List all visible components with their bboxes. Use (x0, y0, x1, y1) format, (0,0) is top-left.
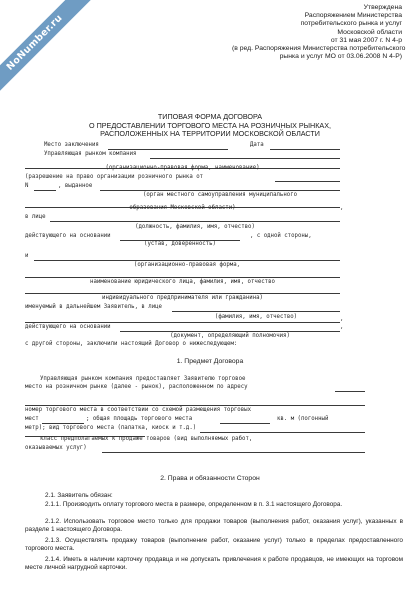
s2-paragraph: 2.1.1. Производить оплату торгового места в размере, определенном в п. 3.1 настоящего Договора. (45, 501, 343, 508)
permit-number-field[interactable] (34, 190, 56, 191)
s2-paragraph: 2.1. Заявитель обязан: (45, 492, 113, 499)
org-legal-form2-hint: (организационно-правовая форма, (133, 262, 241, 268)
s1-line5: метр); вид торгового места (палатка, киоск и т.д.) (25, 425, 197, 431)
document-title (0, 113, 420, 139)
municipal-hint: образования Московской области) (129, 205, 236, 211)
approval-line: Утверждена (363, 4, 402, 11)
s2-paragraph: 2.1.3. Осуществлять продажу товаров (выполнение работ, оказание услуг) только в пределах предоставленного торгового места. (25, 537, 403, 552)
legal-entity-hint: наименование юридического лица, фамилия, имя, отчество (90, 279, 275, 285)
applicant-label: именуемый в дальнейшем Заявитель, в лице (25, 304, 162, 310)
comma: , (340, 324, 344, 330)
s1-line3: номер торгового места в соответствии со схемой размещения торговых (25, 407, 251, 413)
doc-authority-hint: (документ, определяющий полномочия) (170, 333, 290, 339)
entrepreneur-hint: индивидуального предпринимателя или гражданина) (102, 295, 263, 301)
issued-label: , выданное (58, 183, 93, 189)
approval-line: от 31 мая 2007 г. N 4-р (330, 36, 402, 44)
party2-name-field-2[interactable] (25, 293, 340, 294)
watermark-banner: NoNumber.ru (0, 0, 94, 102)
position-fio-hint: (должность, фамилия, имя, отчество) (135, 224, 255, 230)
date-field[interactable] (270, 149, 340, 150)
applicant-person-field-2[interactable] (25, 322, 340, 323)
charter-hint: (устав, доверенность) (144, 241, 216, 247)
permit-date-field[interactable] (275, 181, 340, 182)
permit-label: (разрешение на право организации розничного рынка от (25, 174, 204, 180)
and-label: и (25, 253, 29, 259)
manager-label: Управляющая рынком компания (44, 151, 137, 157)
local-authority-hint: (орган местного самоуправления муниципального (142, 192, 298, 198)
address-field-2[interactable] (25, 405, 365, 406)
s1-line4a: мест (25, 416, 39, 422)
s1-line1: Управляющая рынком компания предоставляет Заявителю торговое (40, 376, 246, 382)
approval-block (232, 4, 406, 61)
comma: , (340, 205, 344, 211)
section2-title: 2. Права и обязанности Сторон (160, 475, 260, 482)
party2-field[interactable] (34, 260, 340, 261)
fio-hint: (фамилия, имя, отчество) (214, 314, 298, 320)
s2-paragraph: 2.1.2. Использовать торговое место только для продажи товаров (выполнения работ, оказания услуг), указанных в разделе 1 настоящего Договора. (25, 518, 403, 533)
s2-paragraph: 2.1.4. Иметь в наличии карточку продавца и не допускать привлечения к работе продавцов, не имеющих на торговом месте личной нагрудной карточки. (25, 556, 403, 571)
one-side-label: , с одной стороны, (250, 233, 312, 239)
s1-line6: класс предполагаемых к продаже товаров (вид выполняемых работ, (40, 436, 253, 442)
s1-line2: место на розничном рынке (далее - рынок), расположенном по адресу (25, 384, 248, 390)
s1-line4b: ; общая площадь торгового места (86, 416, 193, 422)
title-line: РАСПОЛОЖЕННЫХ НА ТЕРРИТОРИИ МОСКОВСКОЙ ОБЛАСТИ (100, 129, 320, 139)
acting-basis-label: действующего на основании (25, 233, 111, 239)
date-label: Дата (250, 142, 264, 148)
section1-title: 1. Предмет Договора (176, 358, 244, 365)
address-field[interactable] (335, 391, 365, 392)
person-field[interactable] (50, 221, 340, 222)
issued-by-field[interactable] (100, 190, 340, 191)
place-label: Место заключения (44, 142, 99, 148)
approval-line: потребительского рынка и услуг (300, 20, 402, 28)
s1-line7: оказываемых услуг) (25, 445, 87, 451)
basis-field-2[interactable] (120, 331, 340, 332)
person-label: в лице (25, 214, 46, 220)
place-type-field[interactable] (200, 432, 365, 433)
comma: , (340, 316, 344, 322)
place-field[interactable] (108, 149, 228, 150)
permit-number-label: N (25, 183, 29, 189)
manager-field[interactable] (150, 158, 340, 159)
goods-class-field[interactable] (102, 452, 365, 453)
title-line: О ПРЕДОСТАВЛЕНИИ ТОРГОВОГО МЕСТА НА РОЗНИЧНЫХ РЫНКАХ, (88, 120, 332, 130)
acting-basis-label-2: действующего на основании (25, 324, 111, 330)
org-legal-form-hint: (организационно-правовая форма, наименование) (105, 165, 260, 171)
other-side-label: с другой стороны, заключили настоящий Договор о нижеследующем: (25, 341, 238, 347)
approval-line: (в ред. Распоряжения Министерства потребительского (232, 45, 406, 53)
title-line: ТИПОВАЯ ФОРМА ДОГОВОРА (157, 112, 263, 121)
approval-line: Московской области (337, 28, 402, 36)
s1-line4c: кв. м (погонный (277, 416, 329, 422)
approval-line: рынка и услуг МО от 03.06.2008 N 4-Р) (279, 53, 402, 61)
place-number-field[interactable] (42, 423, 84, 424)
area-field[interactable] (220, 423, 270, 424)
approval-line: Распоряжением Министерства (304, 12, 402, 20)
party2-name-field[interactable] (25, 277, 340, 278)
applicant-person-field[interactable] (172, 311, 340, 312)
